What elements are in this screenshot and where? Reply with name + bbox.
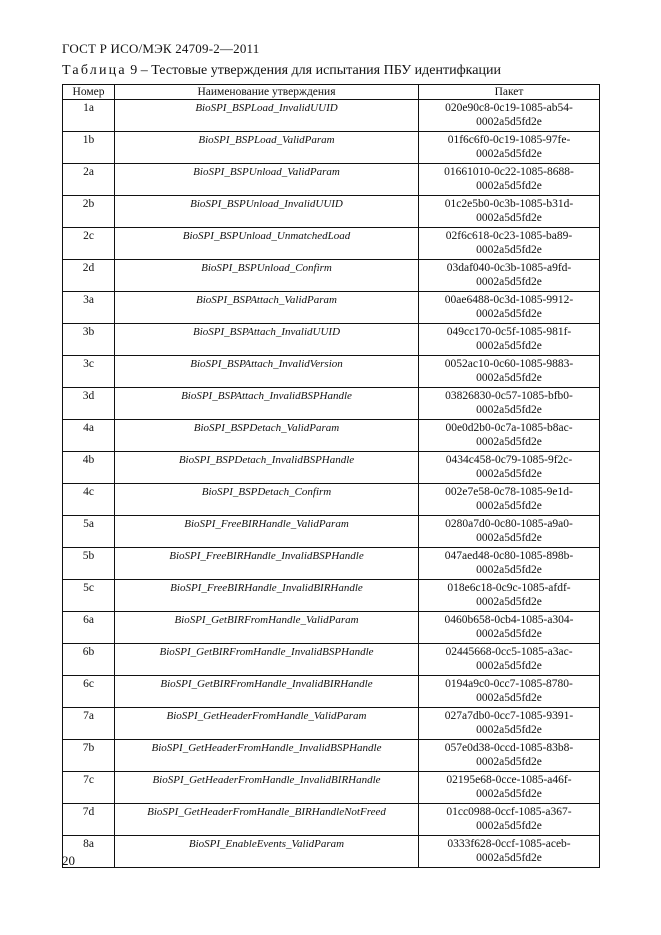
packet-line-1: 027a7db0-0cc7-1085-9391- bbox=[444, 710, 574, 722]
packet-line-1: 0280a7d0-0c80-1085-a9a0- bbox=[445, 518, 573, 530]
cell-number: 3b bbox=[63, 324, 115, 356]
cell-assertion-name: BioSPI_GetHeaderFromHandle_InvalidBIRHandle bbox=[115, 772, 419, 804]
packet-line-1: 00e0d2b0-0c7a-1085-b8ac- bbox=[445, 422, 573, 434]
packet-line-1: 0434c458-0c79-1085-9f2c- bbox=[445, 454, 573, 466]
header-row bbox=[63, 85, 600, 100]
table-row bbox=[63, 164, 600, 196]
cell-assertion-name: BioSPI_FreeBIRHandle_InvalidBIRHandle bbox=[115, 580, 419, 612]
cell-number: 7a bbox=[63, 708, 115, 740]
cell-packet bbox=[419, 708, 600, 740]
cell-packet bbox=[419, 580, 600, 612]
table-row bbox=[63, 580, 600, 612]
packet-line-1: 01f6c6f0-0c19-1085-97fe- bbox=[447, 134, 571, 146]
packet-line-1: 057e0d38-0ccd-1085-83b8- bbox=[444, 742, 574, 754]
cell-assertion-name: BioSPI_BSPLoad_ValidParam bbox=[115, 132, 419, 164]
cell-assertion-name: BioSPI_GetBIRFromHandle_InvalidBIRHandle bbox=[115, 676, 419, 708]
table-row bbox=[63, 740, 600, 772]
cell-assertion-name: BioSPI_GetBIRFromHandle_InvalidBSPHandle bbox=[115, 644, 419, 676]
cell-number: 5b bbox=[63, 548, 115, 580]
packet-line-2: 0002a5d5fd2e bbox=[476, 820, 542, 832]
packet-line-1: 02f6c618-0c23-1085-ba89- bbox=[445, 230, 573, 242]
packet-line-1: 01661010-0c22-1085-8688- bbox=[444, 166, 574, 178]
packet-line-1: 049cc170-0c5f-1085-981f- bbox=[446, 326, 572, 338]
packet-line-2: 0002a5d5fd2e bbox=[476, 788, 542, 800]
cell-packet bbox=[419, 292, 600, 324]
cell-packet bbox=[419, 612, 600, 644]
table-header bbox=[63, 85, 600, 100]
table-caption bbox=[62, 63, 501, 79]
cell-number: 8a bbox=[63, 836, 115, 868]
cell-packet bbox=[419, 516, 600, 548]
packet-line-2: 0002a5d5fd2e bbox=[476, 116, 542, 128]
table-row bbox=[63, 644, 600, 676]
cell-number: 5c bbox=[63, 580, 115, 612]
table-row bbox=[63, 708, 600, 740]
packet-line-2: 0002a5d5fd2e bbox=[476, 596, 542, 608]
cell-number: 1b bbox=[63, 132, 115, 164]
cell-assertion-name: BioSPI_GetHeaderFromHandle_InvalidBSPHandle bbox=[115, 740, 419, 772]
column-header-name: Наименование утверждения bbox=[115, 85, 419, 100]
cell-assertion-name: BioSPI_GetHeaderFromHandle_BIRHandleNotFreed bbox=[115, 804, 419, 836]
cell-number: 4b bbox=[63, 452, 115, 484]
cell-packet bbox=[419, 452, 600, 484]
table-row bbox=[63, 676, 600, 708]
packet-line-2: 0002a5d5fd2e bbox=[476, 724, 542, 736]
cell-number: 2d bbox=[63, 260, 115, 292]
packet-line-1: 03daf040-0c3b-1085-a9fd- bbox=[446, 262, 572, 274]
packet-line-1: 0194a9c0-0cc7-1085-8780- bbox=[445, 678, 573, 690]
packet-line-1: 01c2e5b0-0c3b-1085-b31d- bbox=[444, 198, 574, 210]
table-row bbox=[63, 516, 600, 548]
cell-assertion-name: BioSPI_BSPUnload_Confirm bbox=[115, 260, 419, 292]
cell-assertion-name: BioSPI_BSPAttach_ValidParam bbox=[115, 292, 419, 324]
caption-label: Таблица bbox=[62, 63, 127, 78]
cell-assertion-name: BioSPI_BSPAttach_InvalidBSPHandle bbox=[115, 388, 419, 420]
packet-line-1: 03826830-0c57-1085-bfb0- bbox=[445, 390, 573, 402]
packet-line-1: 0052ac10-0c60-1085-9883- bbox=[444, 358, 574, 370]
table-row bbox=[63, 452, 600, 484]
table-row bbox=[63, 132, 600, 164]
table-row bbox=[63, 612, 600, 644]
packet-line-1: 002e7e58-0c78-1085-9e1d- bbox=[445, 486, 573, 498]
table-row bbox=[63, 196, 600, 228]
cell-assertion-name: BioSPI_GetBIRFromHandle_ValidParam bbox=[115, 612, 419, 644]
cell-assertion-name: BioSPI_BSPDetach_ValidParam bbox=[115, 420, 419, 452]
table-row bbox=[63, 548, 600, 580]
packet-line-1: 0333f628-0ccf-1085-aceb- bbox=[447, 838, 571, 850]
cell-number: 3a bbox=[63, 292, 115, 324]
cell-assertion-name: BioSPI_BSPAttach_InvalidUUID bbox=[115, 324, 419, 356]
cell-packet bbox=[419, 356, 600, 388]
cell-number: 2a bbox=[63, 164, 115, 196]
packet-line-2: 0002a5d5fd2e bbox=[476, 212, 542, 224]
table-row bbox=[63, 772, 600, 804]
table-row bbox=[63, 228, 600, 260]
table-row bbox=[63, 836, 600, 868]
cell-packet bbox=[419, 420, 600, 452]
packet-line-2: 0002a5d5fd2e bbox=[476, 468, 542, 480]
cell-packet bbox=[419, 100, 600, 132]
packet-line-1: 020e90c8-0c19-1085-ab54- bbox=[445, 102, 573, 114]
cell-assertion-name: BioSPI_BSPDetach_InvalidBSPHandle bbox=[115, 452, 419, 484]
packet-line-1: 02445668-0cc5-1085-a3ac- bbox=[445, 646, 573, 658]
cell-number: 2c bbox=[63, 228, 115, 260]
cell-packet bbox=[419, 804, 600, 836]
cell-packet bbox=[419, 228, 600, 260]
table-row bbox=[63, 292, 600, 324]
packet-line-2: 0002a5d5fd2e bbox=[476, 244, 542, 256]
cell-assertion-name: BioSPI_BSPUnload_ValidParam bbox=[115, 164, 419, 196]
cell-packet bbox=[419, 676, 600, 708]
packet-line-1: 02195e68-0cce-1085-a46f- bbox=[446, 774, 572, 786]
cell-assertion-name: BioSPI_BSPLoad_InvalidUUID bbox=[115, 100, 419, 132]
table-row bbox=[63, 324, 600, 356]
cell-packet bbox=[419, 772, 600, 804]
table-row bbox=[63, 260, 600, 292]
cell-assertion-name: BioSPI_BSPAttach_InvalidVersion bbox=[115, 356, 419, 388]
page-number: 20 bbox=[62, 853, 75, 868]
cell-packet bbox=[419, 836, 600, 868]
packet-line-2: 0002a5d5fd2e bbox=[476, 340, 542, 352]
packet-line-2: 0002a5d5fd2e bbox=[476, 532, 542, 544]
cell-assertion-name: BioSPI_EnableEvents_ValidParam bbox=[115, 836, 419, 868]
packet-line-2: 0002a5d5fd2e bbox=[476, 564, 542, 576]
table-row bbox=[63, 356, 600, 388]
test-assertions-table bbox=[62, 84, 600, 868]
cell-number: 5a bbox=[63, 516, 115, 548]
cell-packet bbox=[419, 324, 600, 356]
packet-line-2: 0002a5d5fd2e bbox=[476, 372, 542, 384]
cell-number: 6c bbox=[63, 676, 115, 708]
packet-line-2: 0002a5d5fd2e bbox=[476, 692, 542, 704]
packet-line-2: 0002a5d5fd2e bbox=[476, 436, 542, 448]
cell-packet bbox=[419, 484, 600, 516]
cell-number: 6a bbox=[63, 612, 115, 644]
cell-number: 4a bbox=[63, 420, 115, 452]
table-row bbox=[63, 804, 600, 836]
table-body bbox=[63, 100, 600, 868]
packet-line-2: 0002a5d5fd2e bbox=[476, 660, 542, 672]
caption-number: 9 bbox=[130, 63, 138, 78]
cell-packet bbox=[419, 196, 600, 228]
cell-number: 3c bbox=[63, 356, 115, 388]
cell-packet bbox=[419, 644, 600, 676]
cell-assertion-name: BioSPI_BSPUnload_UnmatchedLoad bbox=[115, 228, 419, 260]
packet-line-2: 0002a5d5fd2e bbox=[476, 308, 542, 320]
packet-line-2: 0002a5d5fd2e bbox=[476, 276, 542, 288]
cell-number: 1a bbox=[63, 100, 115, 132]
cell-number: 7b bbox=[63, 740, 115, 772]
packet-line-1: 01cc0988-0ccf-1085-a367- bbox=[446, 806, 572, 818]
cell-packet bbox=[419, 132, 600, 164]
document-header: ГОСТ Р ИСО/МЭК 24709-2—2011 bbox=[62, 41, 260, 56]
cell-packet bbox=[419, 740, 600, 772]
cell-number: 3d bbox=[63, 388, 115, 420]
packet-line-2: 0002a5d5fd2e bbox=[476, 148, 542, 160]
caption-text: – Тестовые утверждения для испытания ПБУ идентифкации bbox=[140, 63, 501, 78]
cell-packet bbox=[419, 260, 600, 292]
cell-packet bbox=[419, 388, 600, 420]
table-row bbox=[63, 100, 600, 132]
cell-assertion-name: BioSPI_BSPUnload_InvalidUUID bbox=[115, 196, 419, 228]
table-row bbox=[63, 484, 600, 516]
packet-line-1: 018e6c18-0c9c-1085-afdf- bbox=[447, 582, 571, 594]
table-row bbox=[63, 388, 600, 420]
cell-number: 2b bbox=[63, 196, 115, 228]
packet-line-2: 0002a5d5fd2e bbox=[476, 852, 542, 864]
table-row bbox=[63, 420, 600, 452]
cell-assertion-name: BioSPI_BSPDetach_Confirm bbox=[115, 484, 419, 516]
packet-line-2: 0002a5d5fd2e bbox=[476, 500, 542, 512]
cell-number: 7d bbox=[63, 804, 115, 836]
cell-assertion-name: BioSPI_FreeBIRHandle_InvalidBSPHandle bbox=[115, 548, 419, 580]
packet-line-2: 0002a5d5fd2e bbox=[476, 628, 542, 640]
cell-number: 6b bbox=[63, 644, 115, 676]
cell-assertion-name: BioSPI_FreeBIRHandle_ValidParam bbox=[115, 516, 419, 548]
packet-line-1: 0460b658-0cb4-1085-a304- bbox=[444, 614, 574, 626]
column-header-packet: Пакет bbox=[419, 85, 600, 100]
cell-packet bbox=[419, 164, 600, 196]
packet-line-2: 0002a5d5fd2e bbox=[476, 180, 542, 192]
cell-assertion-name: BioSPI_GetHeaderFromHandle_ValidParam bbox=[115, 708, 419, 740]
cell-number: 4c bbox=[63, 484, 115, 516]
column-header-number: Номер bbox=[63, 85, 115, 100]
packet-line-2: 0002a5d5fd2e bbox=[476, 404, 542, 416]
packet-line-1: 047aed48-0c80-1085-898b- bbox=[444, 550, 574, 562]
packet-line-1: 00ae6488-0c3d-1085-9912- bbox=[444, 294, 574, 306]
packet-line-2: 0002a5d5fd2e bbox=[476, 756, 542, 768]
cell-packet bbox=[419, 548, 600, 580]
cell-number: 7c bbox=[63, 772, 115, 804]
